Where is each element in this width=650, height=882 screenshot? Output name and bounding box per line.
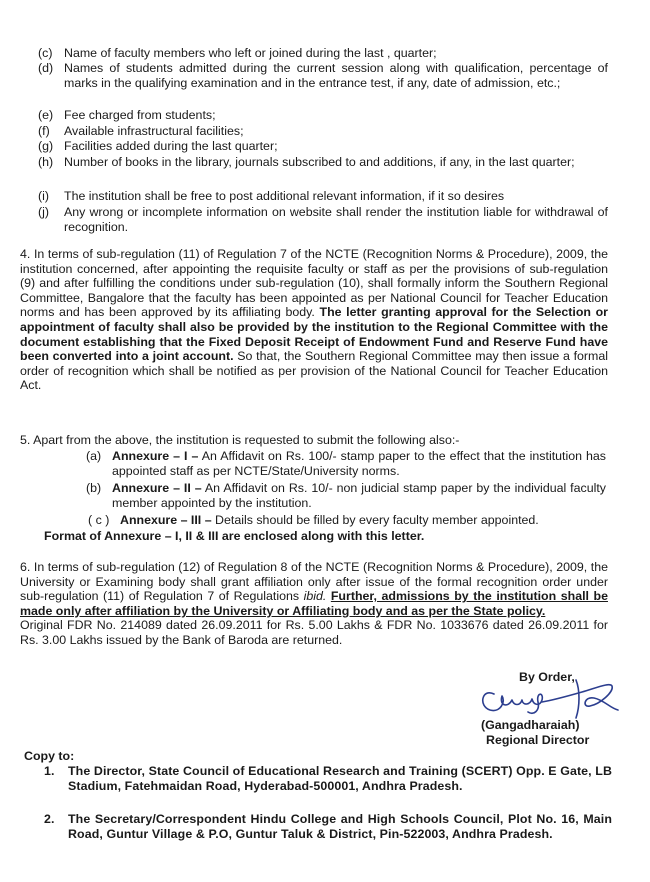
paragraph-6-text: 6. In terms of sub-regulation (12) of Regulation 8 of the NCTE (Recognition Norms & Procedure), 2009, the University or Examining body shall grant affiliation only after issue of the formal recognition order under sub-regulation (11) of Regulation 7 of Regulations bbox=[20, 560, 608, 604]
list-item bbox=[38, 61, 608, 90]
fdr-return-text: Original FDR No. 214089 dated 26.09.2011 for Rs. 5.00 Lakhs & FDR No. 1033676 dated 26.09.2011 for Rs. 3.00 Lakhs issued by the Bank of Baroda are returned. bbox=[20, 618, 608, 647]
list-item-text: Names of students admitted during the current session along with qualification, percentage of marks in the qualifying examination and in the entrance test, if any, date of admission, etc.; bbox=[64, 61, 608, 90]
annexure-title: Annexure – I – bbox=[112, 449, 199, 463]
annexure-title: Annexure – II – bbox=[112, 481, 202, 495]
list-item-text: The institution shall be free to post additional relevant information, if it so desires bbox=[64, 189, 505, 203]
signature-image bbox=[472, 672, 620, 722]
list-item-text: Any wrong or incomplete information on website shall render the institution liable for withdrawal of recognition. bbox=[64, 205, 608, 234]
copy-to-item-text: The Director, State Council of Educational Research and Training (SCERT) Opp. E Gate, LB Stadium, Fatehmaidan Road, Hyderabad-500001, Andhra Pradesh. bbox=[68, 764, 612, 793]
paragraph-4-bold-text: The letter granting approval for the Selection or appointment of faculty shall also be provided by the institution to the Regional Committee with the document establishing that the Fixed Deposit Receipt of Endowment Fund and Reserve Fund have been converted into a joint account. bbox=[20, 305, 608, 364]
copy-to-item-text: The Secretary/Correspondent Hindu College and High Schools Council, Plot No. 16, Main Road, Guntur Village & P.O, Guntur Taluk & District, Pin-522003, Andhra Pradesh. bbox=[68, 812, 612, 841]
list-item-label: (j) bbox=[38, 205, 50, 219]
annexure-item bbox=[88, 513, 608, 528]
paragraph-5-intro: 5. Apart from the above, the institution is requested to submit the following also:- bbox=[20, 433, 460, 447]
copy-to-item-number: 1. bbox=[44, 764, 55, 778]
list-item bbox=[38, 189, 608, 204]
list-item-label: (h) bbox=[38, 155, 54, 169]
signatory-designation: Regional Director bbox=[486, 733, 590, 747]
signatory-name: (Gangadharaiah) bbox=[481, 718, 580, 732]
list-item-label: (d) bbox=[38, 61, 54, 75]
annexure-text: An Affidavit on Rs. 100/- stamp paper to the effect that the institution has appointed staff as per NCTE/State/University norms. bbox=[112, 449, 606, 478]
list-item-text: Fee charged from students; bbox=[64, 108, 216, 122]
annexure-item bbox=[86, 481, 606, 510]
list-item-label: (c) bbox=[38, 46, 53, 60]
annexure-format-note: Format of Annexure – I, II & III are enclosed along with this letter. bbox=[44, 529, 425, 543]
paragraph-6 bbox=[20, 560, 608, 648]
copy-to-item bbox=[44, 812, 612, 841]
annexure-text: An Affidavit on Rs. 10/- non judicial stamp paper by the individual faculty member appointed by the institution. bbox=[112, 481, 606, 510]
list-item-text: Facilities added during the last quarter; bbox=[64, 139, 278, 153]
paragraph-6-bold-underline: Further, admissions by the institution shall be made only after affiliation by the University or Affiliating body and as per the State policy. bbox=[20, 589, 608, 618]
list-item-text: Available infrastructural facilities; bbox=[64, 124, 244, 138]
list-item-label: (i) bbox=[38, 189, 50, 203]
annexure-title: Annexure – III – bbox=[120, 513, 212, 527]
by-order-text: By Order, bbox=[519, 670, 575, 684]
list-item-label: (f) bbox=[38, 124, 50, 138]
list-item-label: (g) bbox=[38, 139, 54, 153]
copy-to-heading: Copy to: bbox=[24, 749, 75, 763]
copy-to-item-number: 2. bbox=[44, 812, 55, 826]
annexure-label: (b) bbox=[86, 481, 102, 495]
list-item bbox=[38, 46, 608, 61]
annexure-label: ( c ) bbox=[88, 513, 110, 527]
annexure-item bbox=[86, 449, 606, 478]
list-item bbox=[38, 205, 608, 234]
annexure-text: Details should be filled by every faculty member appointed. bbox=[215, 513, 539, 527]
list-item bbox=[38, 155, 608, 170]
paragraph-6-ibid: ibid. bbox=[303, 589, 327, 604]
list-item-label: (e) bbox=[38, 108, 54, 122]
copy-to-item bbox=[44, 764, 612, 793]
list-item bbox=[38, 124, 608, 139]
list-item bbox=[38, 108, 608, 123]
paragraph-4-text: 4. In terms of sub-regulation (11) of Regulation 7 of the NCTE (Recognition Norms & Procedure), 2009, the institution concerned, after appointing the requisite faculty or staff as per the provisions of sub-regulation (9) and after fulfilling the conditions under sub-regulation (10), shall formally inform the Southern Regional Committee, Bangalore that the faculty has been appointed as per National Council for Teacher Education norms and has been approved by its affiliating body. bbox=[20, 247, 608, 320]
annexure-label: (a) bbox=[86, 449, 102, 463]
paragraph-4-closing-text: So that, the Southern Regional Committee may then issue a formal order of recognition which shall be notified as per provision of the National Council for Teacher Education Act. bbox=[20, 349, 609, 393]
list-item-text: Name of faculty members who left or joined during the last , quarter; bbox=[64, 46, 437, 60]
list-item bbox=[38, 139, 608, 154]
list-item-text: Number of books in the library, journals subscribed to and additions, if any, in the last quarter; bbox=[64, 155, 575, 169]
paragraph-4 bbox=[20, 247, 608, 393]
